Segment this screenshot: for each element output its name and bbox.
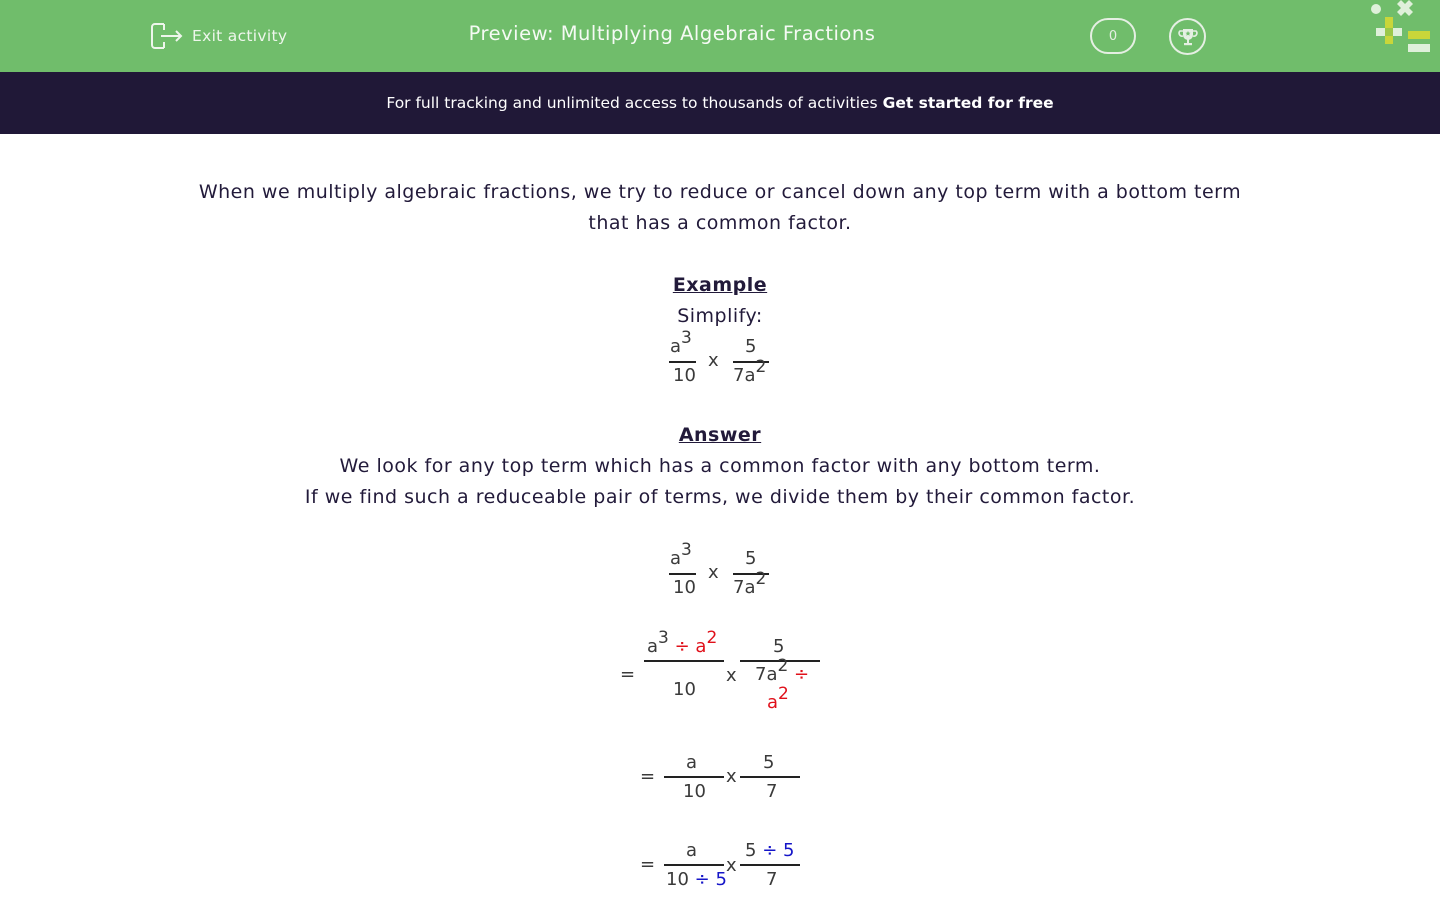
times-sign: x <box>708 562 719 583</box>
answer-line-2: If we find such a reduceable pair of terms, we divide them by their common factor. <box>304 486 1136 508</box>
frac1-numerator: a <box>686 752 698 773</box>
example-heading: Example <box>672 274 768 296</box>
intro-line-2: that has a common factor. <box>588 212 852 234</box>
frac2-numerator: 5 <box>745 336 757 357</box>
frac2-denominator: $7a^2$ <box>733 569 767 598</box>
get-started-link[interactable]: Get started for free <box>882 94 1054 112</box>
simplify-prompt: Simplify: <box>677 305 763 327</box>
page-title: Preview: Multiplying Algebraic Fractions <box>468 22 876 45</box>
exit-activity-label: Exit activity <box>192 27 288 45</box>
frac1-denominator: 10 <box>683 781 706 802</box>
frac2-numerator: 5 ÷ 5 <box>745 840 795 861</box>
answer-heading: Answer <box>678 424 762 446</box>
frac1-numerator: $a^3$ <box>670 328 692 357</box>
frac1-numerator: $a^3$ <box>670 540 692 569</box>
frac2-denominator-divisor: $a^2$ <box>767 684 789 713</box>
top-bar <box>0 0 1440 72</box>
banner-text: For full tracking and unlimited access to thousands of activities <box>386 94 878 112</box>
equals-sign: = <box>640 854 656 875</box>
frac1-denominator: 10 ÷ 5 <box>666 869 727 890</box>
frac1-numerator: a <box>686 840 698 861</box>
frac2-denominator: 7 <box>766 869 778 890</box>
trophy-button[interactable] <box>1169 18 1206 55</box>
frac1-denominator: 10 <box>673 577 696 598</box>
answer-line-1: We look for any top term which has a common factor with any bottom term. <box>339 455 1101 477</box>
frac2-numerator: 5 <box>773 636 785 657</box>
frac2-numerator: 5 <box>763 752 775 773</box>
fraction-bar <box>669 573 696 575</box>
frac2-denominator: 7 <box>766 781 778 802</box>
trophy-icon <box>1177 26 1199 48</box>
fraction-bar <box>669 361 696 363</box>
fraction-bar <box>740 776 800 778</box>
fraction-bar <box>664 776 724 778</box>
intro-line-1: When we multiply algebraic fractions, we try to reduce or cancel down any top term with a bottom term <box>198 181 1242 203</box>
maths-logo-icon <box>1368 0 1440 58</box>
frac1-denominator: 10 <box>673 365 696 386</box>
times-sign: x <box>726 766 737 787</box>
signup-banner <box>0 72 1440 134</box>
frac1-numerator: $a^3 \div a^2$ <box>647 628 718 657</box>
equals-sign: = <box>620 664 636 685</box>
score-counter: 0 <box>1090 18 1136 54</box>
frac2-denominator: $7a^2$ ÷ <box>755 656 810 685</box>
fraction-bar <box>740 864 800 866</box>
frac1-denominator: 10 <box>673 679 696 700</box>
times-sign: x <box>708 350 719 371</box>
frac2-denominator: $7a^2$ <box>733 357 767 386</box>
fraction-bar <box>644 660 724 662</box>
equals-sign: = <box>640 766 656 787</box>
times-sign: x <box>726 665 737 686</box>
times-sign: x <box>726 855 737 876</box>
fraction-bar <box>664 864 724 866</box>
frac2-numerator: 5 <box>745 548 757 569</box>
